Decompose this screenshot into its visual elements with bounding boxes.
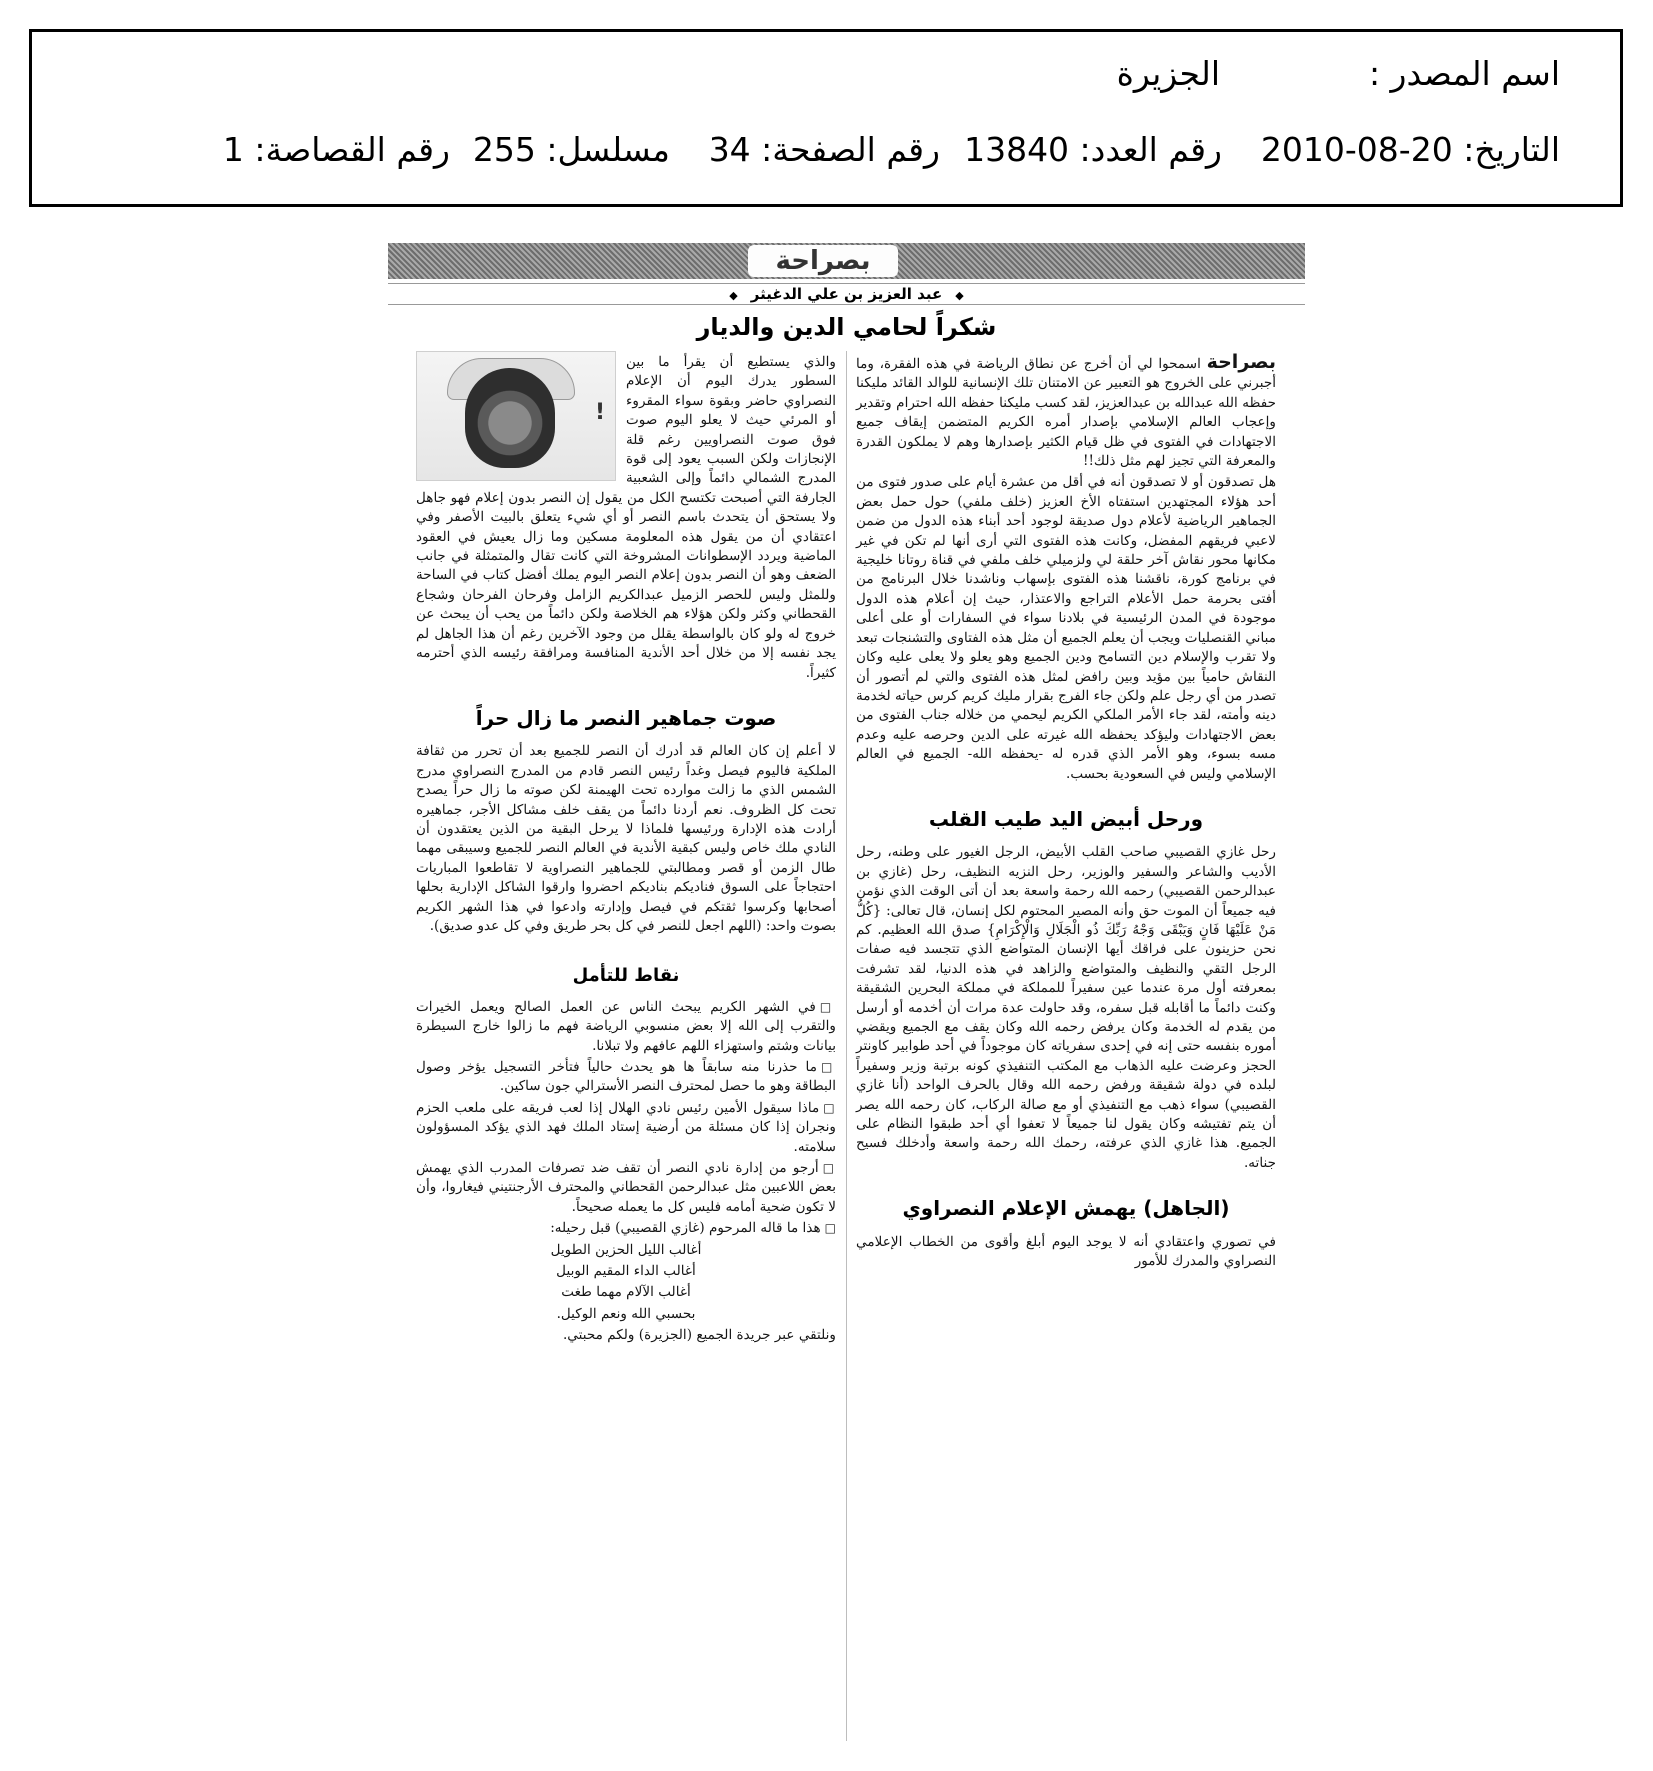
diamond-icon: ◆: [955, 289, 964, 302]
diamond-icon: ◆: [729, 289, 738, 302]
article-headline: شكراً لحامي الدين والديار: [696, 313, 997, 341]
serial-label: مسلسل: 255: [472, 130, 670, 169]
square-bullet-icon: □: [824, 1221, 836, 1236]
column-divider: [846, 351, 847, 1741]
note-text: في الشهر الكريم يبحث الناس عن العمل الصالح ويعمل الخيرات والتقرب إلى الله إلا بعض منسوبي الرياضة فهم ما زالوا خارج السيطرة بيانات وشتم واستهزاء اللهم عافهم ولا تبلانا.: [416, 998, 836, 1054]
poem-line: بحسبي الله ونعم الوكيل.: [556, 1305, 696, 1322]
lead-word: بصراحة: [1206, 351, 1276, 373]
note-text: أرجو من إدارة نادي النصر أن تقف ضد تصرفات المدرب الذي يهمش بعض اللاعبين مثل عبدالرحمن القحطاني والمحترف الأرجنتيني فيغاروا، وأن لا تكون ضحية أمامه فليس كل ما يعمله صحيحاً.: [416, 1160, 836, 1215]
date-label: التاريخ: 20-08-2010: [1260, 130, 1560, 169]
author-photo: [416, 351, 616, 481]
subheading: نقاط للتأمل: [572, 965, 680, 987]
square-bullet-icon: □: [823, 1100, 836, 1115]
square-bullet-icon: □: [820, 1060, 836, 1074]
article-left-column: [416, 353, 836, 1348]
note-item: [416, 1159, 836, 1217]
paragraph: لا أعلم إن كان العالم قد أدرك أن النصر للجميع بعد أن تحرر من ثقافة الملكية فاليوم فيصل وغداً رئيس النصر قادم من المدرج النصراوي مدرج الشمس الذي ما زالت موارده تحت الهيمنة لكن صوته ما زال حراً يصدح تحت كل الظروف. نعم أردنا دائماً من يقف خلف مشاكل الأجر، جماهيره أرادت هذه الإدارة ورئيسها فلماذا لا يرحل البقية من الذين يعتقدون أن النادي ملك خاص وليس كبقية الأندية في العالم النصر للجميع وسيبقى مهما طال الزمن أو قصر ومطالبتي للجماهير النصراوية لا تقاطعوا المباريات احتجاجاً على السوق فناديكم بناديكم احضروا وارقوا الشاكل الإدارية بحلها أصحابها وكرسوا ثقتكم في فيصل وإدارته وادعوا في هذا الشهر الكريم بصوت واحد: (اللهم اجعل للنصر في كل بحر طريق وفي كل عدو صديق).: [416, 743, 836, 934]
paragraph: رحل غازي القصيبي صاحب القلب الأبيض، الرجل الغيور على وطنه، رحل الأديب والشاعر والسفير والوزير، رحل النزيه النظيف، رحل (غازي بن عبدالرحمن القصيبي) رحمه الله رحمة واسعة بعد أن أتى الوقت الذي نؤمن فيه جميعاً أن الموت حق وأنه المصير المحتوم لكل إنسان، قال تعالى: {كُلُّ مَنْ عَلَيْهَا فَانٍ وَيَبْقَى وَجْهُ رَبِّكَ ذُو الْجَلَالِ وَالْإِكْرَامِ} صدق الله العظيم. كم نحن حزينون على فراقك أيها الإنسان المتواضع الذي تتجسد فيه صفات الرجل التقي والنظيف والمتواضع والزاهد في هذه الدنيا، لقد تشرفت بمعرفته أول مرة عندما عين سفيراً للمملكة في مملكة البحرين الشقيقة وكنت دائماً ما أقابله قبل سفره، وقد حاولت عدة مرات أن أخدمه أو أرسل من يقدم له الخدمة وكان يرفض رحمه الله وكان يقف مع الجميع ويقضي أموره بنفسه حتى إنه في إحدى سفرياته كان موجوداً في أحد طوابير كاونتر الحجز وعرضت عليه الذهاب مع المكتب التنفيذي كونه برتبة وزير وسفيراً لبلده في دولة شقيقة ورفض رحمه الله وقال بالحرف الواحد (أنا غازي القصيبي) سواء ذهب مع التنفيذي أو مع صالة الركاب، كان رحمه الله يصر أن يتم تفتيشه وكان يقول لنا جميعاً لا تعفوا أي أحد طبقوا النظام على الجميع. هذا غازي الذي عرفته، رحمك الله رحمة واسعة وأدخلك فسيح جناته.: [856, 844, 1276, 1171]
face-shape: [465, 368, 555, 468]
newspaper-clipping: [388, 243, 1305, 1748]
meta-line-details: [72, 130, 1560, 180]
note-text: ماذا سيقول الأمين رئيس نادي الهلال إذا لعب فريقه على ملعب الحزم ونجران إذا كان مسئلة من أرضية إستاد الملك فهد الذي يؤكد المسؤولون سلامته.: [416, 1099, 836, 1155]
square-bullet-icon: □: [822, 1161, 836, 1176]
closing-line: ونلتقي عبر جريدة الجميع (الجزيرة) ولكم محبتي.: [562, 1327, 836, 1344]
byline-bar: [388, 283, 1305, 305]
paragraph: هل تصدقون أو لا تصدقون أنه في أقل من عشرة أيام على صدور فتوى من أحد هؤلاء المجتهدين استفتاه الأخ العزيز (خلف ملفي) حول حمل بعض الجماهير الرياضية لأعلام دول صديقة لوجود أحد أبناء هذه الدول من ضمن لاعبي فريقهم المفضل، وكانت هذه الفتوى التي أرى أنها لم تكن في غير مكانها محور نقاش آخر حلقة لي ولزميلي خلف ملفي في قناة روتانا خليجية في برنامج كورة، ناقشنا هذه الفتوى بإسهاب وناشدنا خلال البرنامج من أفتى بحرمة حمل الأعلام التراجع والاعتذار، حيث إن أعلام هذه الدول موجودة في المدن الرئيسية في بلادنا سواء في السفارات أو على أعلى مباني القنصليات ويجب أن يعلم الجميع أن مثل هذه الفتاوى والتشنجات تبعد ولا تقرب والإسلام دين التسامح ودين الجميع وهو يعلو ولا يعلى عليه وكان النقاش حامياً بين مؤيد وبين رافض لمثل هذه الفتوى والتي لم أتصور أن تصدر من أي رجل علم ولكن جاء الفرج بقرار مليك كريم كرس حياته لخدمة دينه وأمته، لقد جاء الأمر الملكي الكريم ليحمي من خلاله جناب الفتوى من بعض الاجتهادات وليؤكد يحفظه الله غيرته على الدين وحرصه عليه وعدم مسه بسوء، وهو الأمر الذي قدره له -يحفظه الله- الجميع في العالم الإسلامي وليس في السعودية بحسب.: [856, 474, 1276, 782]
clip-label: رقم القصاصة: 1: [222, 130, 450, 169]
poem-line: أغالب الليل الحزين الطويل: [550, 1241, 702, 1258]
subheading: صوت جماهير النصر ما زال حراً: [475, 705, 777, 730]
poem-line: أغالب الداء المقيم الوبيل: [556, 1263, 696, 1280]
note-text: هذا ما قاله المرحوم (غازي القصيبي) قبل رحيله:: [550, 1220, 821, 1237]
note-item: [416, 1099, 836, 1157]
paragraph-text: اسمحوا لي أن أخرج عن نطاق الرياضة في هذه الفقرة، وما أجبرني على الخروج هو التعبير عن الامتنان تلك الإنسانية للوالد القائد مليكنا حفظه الله عبدالله بن عبدالعزيز، لقد كسب مليكنا حفظه الله احترام وتقدير وإعجاب العالم الإسلامي بإصدار أمره الكريم المتضمن إيقاف جميع الاجتهادات في الفتوى في ظل قيام الكثير بإصدارها وهم لا يملكون القدرة والمعرفة التي تجيز لهم مثل ذلك!!: [856, 356, 1276, 470]
paragraph: والذي يستطيع أن يقرأ ما بين السطور يدرك اليوم أن الإعلام النصراوي حاضر وبقوة سواء المقروء أو المرئي حيث لا يعلو اليوم صوت فوق صوت النصراويين رغم قلة الإنجازات ولكن السبب يعود إلى قوة المدرج الشمالي دائماً وإلى الشعبية الجارفة التي أصبحت تكتسح الكل من يقول إن النصر بدون إعلام فهو جاهل ولا يستحق أن يتحدث باسم النصر أو أي شيء يتعلق بالبيت الأصفر وفي اعتقادي أن من يقول هذه المعلومة مسكين وما زال يعيش في العقود الماضية ويردد الإسطوانات المشروخة التي كانت تقال والمتمثلة في جانب الضعف وهو أن النصر بدون إعلام النصر اليوم يملك أفضل كتاب في الساحة وللمثل وليس للحصر الزميل عبدالكريم الزامل وفرحان الفرحان وشجاع القحطاني وكثر ولكن هؤلاء هم الخلاصة ولكن دائماً من يحب أن يبحث عن خروج له ولو كان بالواسطة يقلل من وجود الآخرين رغم أن هذا الجاهل لم يجد نفسه إلا من خلال أحد الأندية المنافسة ومرافقة رئيسه الذي أحترمه كثيراً.: [416, 354, 836, 681]
photo-mark: !: [594, 400, 605, 425]
poem-line: أغالب الآلام مهما طغت: [561, 1284, 691, 1301]
subheading: ورحل أبيض اليد طيب القلب: [928, 806, 1204, 831]
meta-line-source: [72, 54, 1560, 104]
paragraph: [856, 353, 1276, 471]
square-bullet-icon: □: [819, 999, 836, 1014]
source-label: اسم المصدر :: [1368, 54, 1560, 93]
note-item: [416, 998, 836, 1056]
subheading: (الجاهل) يهمش الإعلام النصراوي: [902, 1196, 1230, 1221]
source-metadata-box: [29, 29, 1623, 207]
source-name: الجزيرة: [1116, 54, 1220, 93]
article-right-column: [856, 353, 1276, 1273]
note-text: ما حذرنا منه سابقاً ها هو يحدث حالياً فتأخر التسجيل يؤخر وصول البطاقة وهو ما حصل لمحترف النصر الأسترالي جون ساكين.: [416, 1059, 836, 1095]
paragraph: في تصوري واعتقادي أنه لا يوجد اليوم أبلغ وأقوى من الخطاب الإعلامي النصراوي والمدرك للأمور: [856, 1233, 1276, 1270]
note-item: [416, 1058, 836, 1097]
column-name: بصراحة: [748, 245, 898, 277]
issue-label: رقم العدد: 13840: [964, 130, 1222, 169]
author-byline: عبد العزيز بن علي الدغيثر: [750, 285, 943, 303]
note-item: [416, 1219, 836, 1238]
page-label: رقم الصفحة: 34: [708, 130, 940, 169]
column-banner: [388, 243, 1305, 279]
